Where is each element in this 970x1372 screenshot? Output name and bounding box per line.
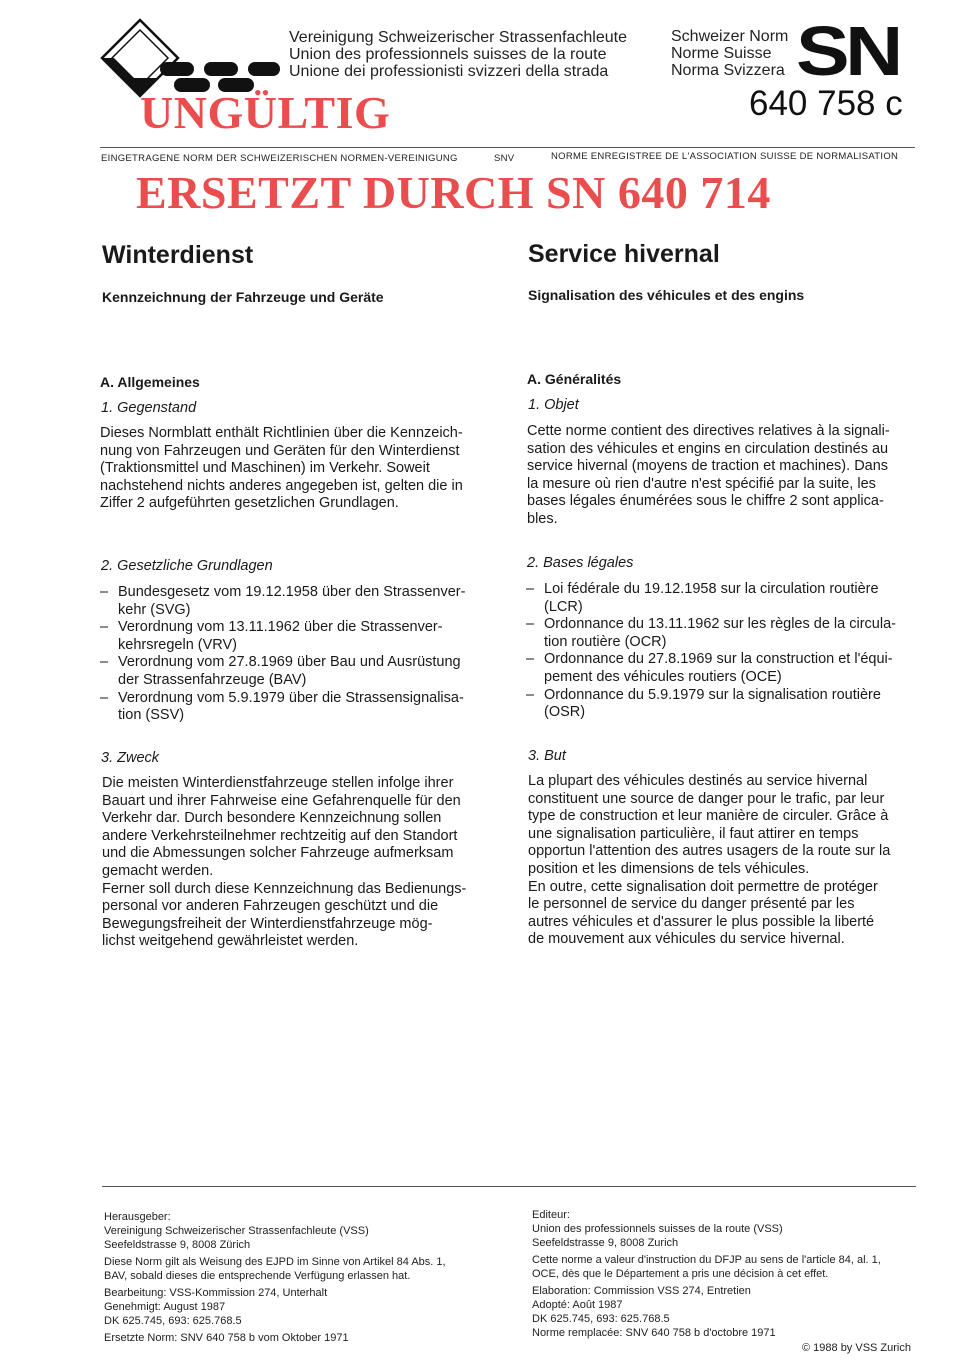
title-de: Winterdienst [102, 241, 254, 269]
norm-label-it: Norma Svizzera [671, 62, 785, 79]
s3-line-fr: de mouvement aux véhicules du service hivernal. [528, 931, 845, 948]
copyright: © 1988 by VSS Zurich [802, 1342, 911, 1354]
s3-title-fr: 3. But [528, 748, 566, 764]
s2-title-fr: 2. Bases légales [527, 555, 634, 571]
section-a-fr: A. Généralités [527, 371, 622, 387]
org-name-de: Vereinigung Schweizerischer Strassenfachleute [289, 29, 627, 46]
list-item: – Verordnung vom 5.9.1979 über die Strassensignalisa- tion (SSV) [100, 690, 490, 725]
norm-number: 640 758 c [749, 84, 903, 123]
footer-directive-fr: Cette norme a valeur d'instruction du DFJP au sens de l'article 84, al. 1, [532, 1254, 881, 1266]
norm-label-de: Schweizer Norm [671, 28, 789, 45]
footer-detail-de: DK 625.745, 693: 625.768.5 [104, 1315, 242, 1327]
org-name-fr: Union des professionnels suisses de la route [289, 46, 607, 63]
s3-line-de: Die meisten Winterdienstfahrzeuge stellen infolge ihrer [102, 775, 454, 791]
footer-publisher-address-fr: Seefeldstrasse 9, 8008 Zurich [532, 1237, 679, 1249]
s1-line-de: (Traktionsmittel und Maschinen) im Verkehr. Soweit [100, 460, 430, 477]
s3-line-de: und die Abmessungen solcher Fahrzeuge aufmerksam [102, 845, 454, 862]
footer-detail-fr: Adopté: Août 1987 [532, 1299, 623, 1311]
list-item: – Verordnung vom 13.11.1962 über die Strassenver- kehrsregeln (VRV) [100, 619, 490, 654]
list-item: – Ordonnance du 27.8.1969 sur la construction et l'équi- pement des véhicules routiers (OCE) [526, 651, 916, 686]
footer-fr [532, 1208, 881, 1340]
replaced-stamp: ERSETZT DURCH SN 640 714 [136, 167, 771, 218]
s1-text-de [100, 425, 486, 513]
footer-publisher-name-fr: Union des professionnels suisses de la route (VSS) [532, 1223, 783, 1235]
s3-line-fr: En outre, cette signalisation doit permettre de protéger [528, 878, 878, 895]
s3-title-de: 3. Zweck [101, 750, 160, 766]
footer-de [104, 1210, 446, 1345]
s1-line-fr: Cette norme contient des directives relatives à la signali- [527, 423, 890, 439]
footer-detail-de: Genehmigt: August 1987 [104, 1301, 226, 1313]
list-item: – Ordonnance du 13.11.1962 sur les règles de la circula- tion routière (OCR) [526, 616, 916, 651]
footer-detail-fr: DK 625.745, 693: 625.768.5 [532, 1313, 670, 1325]
s3-line-fr: position et les dimensions de tels véhicules. [528, 860, 810, 877]
organisation-names [289, 29, 627, 80]
title-fr: Service hivernal [528, 240, 720, 268]
s3-line-fr: constituent une source de danger pour le trafic, par leur [528, 790, 885, 807]
s3-line-fr: opportun l'attention des autres usagers de la route sur la [528, 843, 891, 860]
s3-line-de: Ferner soll durch diese Kennzeichnung das Bedienungs- [102, 880, 467, 897]
header-rule [100, 147, 915, 148]
sn-logo: SN [796, 12, 899, 90]
section-a-de: A. Allgemeines [100, 374, 200, 390]
norm-labels [671, 28, 788, 79]
s1-line-fr: bases légales énumérées sous le chiffre 2 sont applica- [527, 493, 884, 510]
s3-line-de: lichst weitgehend gewährleistet werden. [102, 933, 359, 950]
footer-replaced-de: Ersetzte Norm: SNV 640 758 b vom Oktober 1971 [104, 1332, 349, 1344]
list-item: – Loi fédérale du 19.12.1958 sur la circulation routière (LCR) [526, 581, 916, 616]
s1-line-fr: la mesure où rien d'autre n'est spécifié par la suite, les [527, 475, 876, 492]
s3-line-fr: une signalisation particulière, il faut attirer en temps [528, 825, 859, 842]
norm-label-fr: Norme Suisse [671, 45, 772, 62]
s1-line-de: nachstehend nichts anderes angegeben ist, gelten die in [100, 477, 463, 494]
s1-line-fr: bles. [527, 510, 558, 527]
s1-line-de: Ziffer 2 aufgeführten gesetzlichen Grundlagen. [100, 495, 399, 512]
s2-title-de: 2. Gesetzliche Grundlagen [101, 558, 273, 574]
s3-line-de: personal vor anderen Fahrzeugen geschützt und die [102, 898, 439, 915]
registration-center: SNV [494, 153, 515, 164]
s3-line-de: andere Verkehrsteilnehmer rechtzeitig auf den Standort [102, 827, 458, 844]
s3-line-fr: La plupart des véhicules destinés au service hivernal [528, 773, 868, 789]
subtitle-de: Kennzeichnung der Fahrzeuge und Geräte [102, 289, 384, 305]
list-item: – Verordnung vom 27.8.1969 über Bau und Ausrüstung der Strassenfahrzeuge (BAV) [100, 654, 490, 689]
footer-detail-fr: Elaboration: Commission VSS 274, Entretien [532, 1285, 751, 1297]
footer-publisher-label-fr: Editeur: [532, 1209, 570, 1221]
registration-right: NORME ENREGISTREE DE L'ASSOCIATION SUISSE DE NORMALISATION [551, 151, 899, 162]
footer-rule [102, 1186, 916, 1187]
s1-line-de: nung von Fahrzeugen und Geräten für den Winterdienst [100, 442, 460, 459]
s3-line-de: Bauart und ihrer Fahrweise eine Gefahrenquelle für den [102, 792, 461, 809]
s1-line-de: Dieses Normblatt enthält Richtlinien über die Kennzeich- [100, 425, 463, 441]
list-item: – Bundesgesetz vom 19.12.1958 über den Strassenver- kehr (SVG) [100, 584, 490, 619]
footer-directive-fr: OCE, dès que le Département a pris une décision à cet effet. [532, 1268, 829, 1280]
footer-replaced-fr: Norme remplacée: SNV 640 758 b d'octobre 1971 [532, 1327, 776, 1339]
s1-text-fr [527, 423, 912, 529]
s1-title-fr: 1. Objet [528, 397, 579, 413]
registration-left: EINGETRAGENE NORM DER SCHWEIZERISCHEN NORMEN-VEREINIGUNG [101, 153, 458, 164]
s3-line-de: Bewegungsfreiheit der Winterdienstfahrzeuge mög- [102, 915, 433, 932]
footer-publisher-label-de: Herausgeber: [104, 1211, 171, 1223]
s3-text-de [102, 775, 488, 951]
footer-detail-de: Bearbeitung: VSS-Kommission 274, Unterhalt [104, 1287, 328, 1299]
subtitle-fr: Signalisation des véhicules et des engins [528, 287, 805, 303]
s2-list-fr [526, 581, 916, 722]
org-name-it: Unione dei professionisti svizzeri della strada [289, 63, 609, 80]
footer-publisher-name-de: Vereinigung Schweizerischer Strassenfachleute (VSS) [104, 1225, 369, 1237]
s3-line-fr: autres véhicules et d'assurer le plus possible la liberté [528, 913, 875, 930]
s1-line-fr: sation des véhicules et engins en circulation destinés au [527, 440, 889, 457]
invalid-stamp: UNGÜLTIG [140, 87, 391, 138]
s2-list-de [100, 584, 490, 725]
s1-line-fr: service hivernal (moyens de traction et machines). Dans [527, 458, 889, 475]
footer-directive-de: Diese Norm gilt als Weisung des EJPD im Sinne von Artikel 84 Abs. 1, [104, 1256, 446, 1268]
s3-line-de: gemacht werden. [102, 862, 214, 879]
s3-text-fr [528, 773, 913, 949]
footer-directive-de: BAV, sobald dieses die entsprechende Verfügung erlassen hat. [104, 1270, 411, 1282]
list-item: – Ordonnance du 5.9.1979 sur la signalisation routière (OSR) [526, 687, 916, 722]
s3-line-de: Verkehr dar. Durch besondere Kennzeichnung sollen [102, 810, 442, 827]
s3-line-fr: type de construction et leur manière de circuler. Grâce à [528, 808, 889, 825]
s3-line-fr: le personnel de service du danger présenté par les [528, 896, 855, 913]
footer-publisher-address-de: Seefeldstrasse 9, 8008 Zürich [104, 1239, 251, 1251]
s1-title-de: 1. Gegenstand [101, 400, 197, 416]
